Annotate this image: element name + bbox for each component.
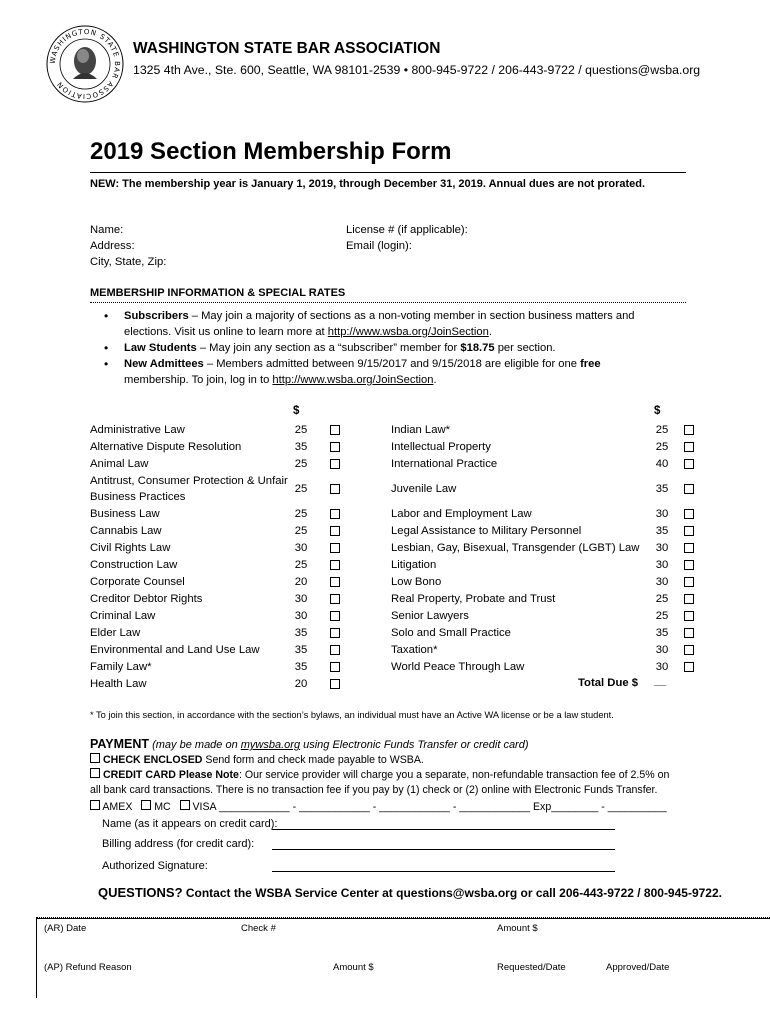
right-section-row <box>391 421 694 438</box>
section-checkbox[interactable] <box>330 628 340 638</box>
section-name: Antitrust, Consumer Protection & Unfair Business Practices <box>90 474 288 503</box>
right-section-row <box>391 556 694 573</box>
section-price: 20 <box>294 677 308 690</box>
left-section-row <box>90 539 340 556</box>
section-name: Low Bono <box>391 575 442 588</box>
section-checkbox[interactable] <box>330 577 340 587</box>
license-label: License # (if applicable): <box>346 224 468 236</box>
section-name: Intellectual Property <box>391 440 491 453</box>
mc-label: MC <box>154 801 171 813</box>
amex-checkbox[interactable] <box>90 800 100 810</box>
bullet-subscribers: • Subscribers – May join a majority of sections as a non-voting member in section business matters and elections. Visit us online to learn more at http://www.wsba.org/JoinSection. <box>104 309 635 338</box>
section-name: Environmental and Land Use Law <box>90 643 260 656</box>
section-price: 25 <box>294 457 308 470</box>
right-section-row <box>391 624 694 641</box>
section-name: Solo and Small Practice <box>391 626 511 639</box>
section-price: 35 <box>294 660 308 673</box>
org-address: 1325 4th Ave., Ste. 600, Seattle, WA 98101-2539 • 800-945-9722 / 206-443-9722 / questions@wsba.org <box>133 63 701 77</box>
wsba-seal-logo <box>43 23 128 105</box>
section-checkbox[interactable] <box>330 611 340 621</box>
section-name: International Practice <box>391 457 498 470</box>
mywsba-link[interactable]: mywsba.org <box>240 739 301 751</box>
ap-refund-reason-label: (AP) Refund Reason <box>44 962 132 973</box>
section-name: Corporate Counsel <box>90 575 185 588</box>
right-section-row <box>391 539 694 556</box>
section-price: 25 <box>655 423 669 436</box>
left-section-row <box>90 556 340 573</box>
section-price: 35 <box>655 626 669 639</box>
right-section-row <box>391 658 694 675</box>
section-checkbox[interactable] <box>330 560 340 570</box>
section-price: 25 <box>294 423 308 436</box>
payment-title: PAYMENT <box>90 737 150 751</box>
section-name: Business Law <box>90 507 160 520</box>
svg-text:WASHINGTON STATE BAR ASSOCIATI: WASHINGTON STATE BAR ASSOCIATION <box>48 27 122 101</box>
section-price: 40 <box>655 457 669 470</box>
section-name: World Peace Through Law <box>391 660 525 673</box>
section-checkbox[interactable] <box>330 509 340 519</box>
credit-card-checkbox[interactable] <box>90 768 100 778</box>
name-label: Name: <box>90 224 124 236</box>
left-section-row <box>90 607 340 624</box>
mc-checkbox[interactable] <box>141 800 151 810</box>
left-section-row <box>90 455 340 472</box>
membership-info-heading: MEMBERSHIP INFORMATION & SPECIAL RATES <box>90 287 346 299</box>
section-name: Indian Law* <box>391 423 451 436</box>
section-name: Construction Law <box>90 558 178 571</box>
section-checkbox[interactable] <box>684 484 694 494</box>
section-name: Health Law <box>90 677 147 690</box>
right-section-row <box>391 438 694 455</box>
left-section-row <box>90 675 340 692</box>
name-on-card-label: Name (as it appears on credit card): <box>102 818 278 830</box>
total-due-field[interactable]: __ <box>654 675 667 687</box>
join-section-link[interactable]: http://www.wsba.org/JoinSection <box>327 326 489 338</box>
card-type-line <box>90 799 680 816</box>
address-label: Address: <box>90 240 135 252</box>
left-section-row <box>90 641 340 658</box>
email-label: Email (login): <box>346 240 412 252</box>
section-name: Labor and Employment Law <box>391 507 532 520</box>
section-price: 25 <box>294 558 308 571</box>
ap-amount-label: Amount $ <box>333 962 374 973</box>
amex-label: AMEX <box>102 801 133 813</box>
city-state-zip-label: City, State, Zip: <box>90 256 167 268</box>
left-section-row <box>90 624 340 641</box>
section-checkbox[interactable] <box>684 662 694 672</box>
section-price: 25 <box>655 440 669 453</box>
section-checkbox[interactable] <box>330 645 340 655</box>
left-section-row <box>90 573 340 590</box>
section-checkbox[interactable] <box>684 442 694 452</box>
section-checkbox[interactable] <box>684 594 694 604</box>
section-name: Administrative Law <box>90 423 185 436</box>
billing-address-field[interactable] <box>272 849 615 850</box>
section-price: 35 <box>655 524 669 537</box>
section-price: 30 <box>294 541 308 554</box>
left-section-row <box>90 590 340 607</box>
check-number-label: Check # <box>241 923 276 934</box>
right-section-row <box>391 641 694 658</box>
membership-year-notice: NEW: The membership year is January 1, 2019, through December 31, 2019. Annual dues are not prorated. <box>90 178 646 190</box>
section-price: 25 <box>294 482 308 495</box>
bullet-law-students: • Law Students – May join any section as a “subscriber” member for $18.75 per section. <box>104 341 556 355</box>
section-name: Legal Assistance to Military Personnel <box>391 524 582 537</box>
payment-note: (may be made on mywsba.org using Electronic Funds Transfer or credit card) <box>152 739 529 751</box>
name-on-card-field[interactable] <box>272 829 615 830</box>
section-price: 25 <box>294 524 308 537</box>
right-section-row <box>391 607 694 624</box>
visa-checkbox[interactable] <box>180 800 190 810</box>
section-checkbox[interactable] <box>684 628 694 638</box>
section-price: 35 <box>294 440 308 453</box>
section-name: Creditor Debtor Rights <box>90 592 203 605</box>
section-price: 30 <box>655 575 669 588</box>
total-due-label: Total Due $ <box>578 677 639 689</box>
section-price: 25 <box>294 507 308 520</box>
section-checkbox[interactable] <box>684 560 694 570</box>
section-price: 25 <box>655 592 669 605</box>
check-enclosed-line: CHECK ENCLOSED Send form and check made payable to WSBA. <box>90 753 680 768</box>
section-checkbox[interactable] <box>330 425 340 435</box>
section-checkbox[interactable] <box>684 509 694 519</box>
right-section-row <box>391 522 694 539</box>
left-section-row <box>90 421 340 438</box>
bullet-new-admittees: • New Admittees – Members admitted between 9/15/2017 and 9/15/2018 are eligible for one free membership. To join, log in to http://www.wsba.org/JoinSection. <box>104 357 601 386</box>
section-name: Juvenile Law <box>391 482 457 495</box>
section-price: 30 <box>655 558 669 571</box>
section-checkbox[interactable] <box>330 679 340 689</box>
right-section-row <box>391 455 694 472</box>
section-checkbox[interactable] <box>330 594 340 604</box>
section-price: 30 <box>294 592 308 605</box>
questions-line: QUESTIONS? Contact the WSBA Service Center at questions@wsba.org or call 206-443-9722 / 800-945-9722. <box>98 885 722 900</box>
section-name: Criminal Law <box>90 609 156 622</box>
title-rule <box>90 172 686 173</box>
section-price: 20 <box>294 575 308 588</box>
payment-section <box>90 736 680 816</box>
section-checkbox[interactable] <box>684 577 694 587</box>
section-checkbox[interactable] <box>330 442 340 452</box>
ar-date-label: (AR) Date <box>44 923 87 934</box>
right-section-row <box>391 573 694 590</box>
billing-address-label: Billing address (for credit card): <box>102 838 255 850</box>
requested-date-label: Requested/Date <box>497 962 566 973</box>
section-price: 35 <box>294 626 308 639</box>
left-section-row <box>90 658 340 675</box>
section-checkbox[interactable] <box>684 526 694 536</box>
membership-info-rule <box>90 302 686 303</box>
section-checkbox[interactable] <box>330 543 340 553</box>
left-section-row <box>90 505 340 522</box>
section-checkbox[interactable] <box>330 662 340 672</box>
section-price: 30 <box>294 609 308 622</box>
section-checkbox[interactable] <box>684 645 694 655</box>
org-name: WASHINGTON STATE BAR ASSOCIATION <box>133 40 441 57</box>
section-name: Lesbian, Gay, Bisexual, Transgender (LGBT) Law <box>391 541 640 554</box>
credit-card-line: CREDIT CARD Please Note: Our service provider will charge you a separate, non-refundable transaction fee of 2.5% on all bank card transactions. There is no transaction fee if you pay by (1) check or (2) online with Electronic Funds Transfer. <box>90 769 670 796</box>
section-price: 30 <box>655 541 669 554</box>
left-dollar-header: $ <box>293 405 300 417</box>
right-section-row <box>391 590 694 607</box>
section-name: Litigation <box>391 558 437 571</box>
section-checkbox[interactable] <box>330 484 340 494</box>
section-checkbox[interactable] <box>684 611 694 621</box>
approved-date-label: Approved/Date <box>606 962 670 973</box>
card-number-field[interactable]: ____________ - ____________ - ____________ - ____________ Exp________ - __________ <box>218 801 667 813</box>
section-price: 35 <box>294 643 308 656</box>
ar-amount-label: Amount $ <box>497 923 538 934</box>
section-checkbox[interactable] <box>684 425 694 435</box>
form-title: 2019 Section Membership Form <box>90 138 452 165</box>
section-name: Elder Law <box>90 626 141 639</box>
section-name: Animal Law <box>90 457 149 470</box>
right-dollar-header: $ <box>654 405 661 417</box>
left-section-row <box>90 522 340 539</box>
join-section-link[interactable]: http://www.wsba.org/JoinSection <box>272 374 434 386</box>
section-name: Real Property, Probate and Trust <box>391 592 556 605</box>
section-name: Family Law* <box>90 660 152 673</box>
visa-label: VISA <box>192 801 217 813</box>
signature-label: Authorized Signature: <box>102 860 208 872</box>
section-name: Cannabis Law <box>90 524 162 537</box>
right-section-row <box>391 480 694 497</box>
office-use-box <box>36 918 770 998</box>
membership-info-bullets <box>104 308 664 388</box>
left-section-row <box>90 438 340 455</box>
section-price: 30 <box>655 507 669 520</box>
section-checkbox[interactable] <box>684 543 694 553</box>
section-price: 25 <box>655 609 669 622</box>
section-checkbox[interactable] <box>684 459 694 469</box>
footnote: * To join this section, in accordance with the section’s bylaws, an individual must have an Active WA license or be a law student. <box>90 710 614 720</box>
section-checkbox[interactable] <box>330 526 340 536</box>
section-name: Civil Rights Law <box>90 541 171 554</box>
section-name: Taxation* <box>391 643 438 656</box>
right-section-row <box>391 505 694 522</box>
check-enclosed-checkbox[interactable] <box>90 753 100 763</box>
left-section-row <box>90 472 340 505</box>
section-name: Alternative Dispute Resolution <box>90 440 242 453</box>
signature-field[interactable] <box>272 871 615 872</box>
section-price: 35 <box>655 482 669 495</box>
section-checkbox[interactable] <box>330 459 340 469</box>
section-price: 30 <box>655 660 669 673</box>
section-name: Senior Lawyers <box>391 609 469 622</box>
section-price: 30 <box>655 643 669 656</box>
